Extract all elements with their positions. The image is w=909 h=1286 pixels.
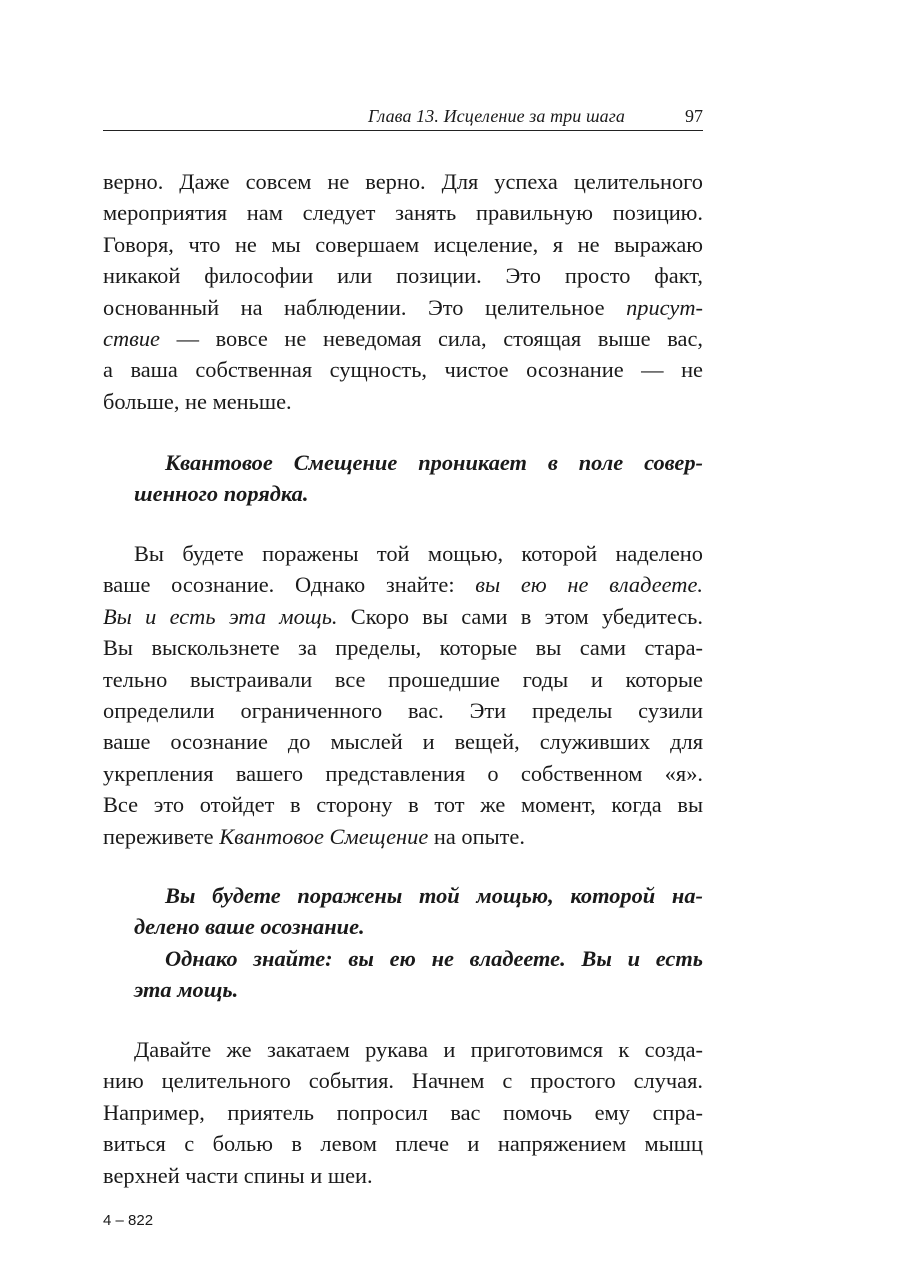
italic-run: вы ею не владеете. <box>475 572 703 598</box>
text-line <box>103 601 703 632</box>
text-line: определили ограниченного вас. Эти пределы сузили <box>103 698 703 724</box>
text-line: тельно выстраивали все прошедшие годы и которые <box>103 666 703 692</box>
text-run: — вовсе не неведомая сила, стоящая выше вас, <box>159 326 703 352</box>
quote-line: Вы будете поражены той мощью, которой на- <box>165 883 703 908</box>
quote-line: Квантовое Смещение проникает в поле совер- <box>165 450 703 475</box>
text-line: верхней части спины и шеи. <box>103 1162 373 1188</box>
text-line: верно. Даже совсем не верно. Для успеха целительного <box>103 169 703 194</box>
text-run: Скоро вы сами в этом убедитесь. <box>337 603 703 629</box>
text-run: на опыте. <box>428 823 525 849</box>
quote-line: шенного порядка. <box>134 481 309 507</box>
text-line: больше, не меньше. <box>103 388 292 414</box>
text-line: нию целительного события. Начнем с простого случая. <box>103 1068 703 1094</box>
italic-run: Вы и есть эта мощь. <box>103 603 338 629</box>
text-line: Все это отойдет в сторону в тот же момент, когда вы <box>103 792 703 818</box>
text-line: мероприятия нам следует занять правильную позицию. <box>103 200 703 226</box>
paragraph-3 <box>103 1034 703 1191</box>
text-line: никакой философии или позиции. Это просто факт, <box>103 263 703 289</box>
chapter-title: Глава 13. Исцеление за три шага <box>368 106 625 126</box>
italic-run: присут- <box>626 294 703 320</box>
text-run: основанный на наблюдении. Это целительное <box>103 294 627 320</box>
quote-line: эта мощь. <box>134 977 239 1003</box>
quote-line: Однако знайте: вы ею не владеете. Вы и есть <box>165 945 703 971</box>
printer-signature-mark: 4 – 822 <box>103 1212 154 1229</box>
text-line: Давайте же закатаем рукава и приготовимся к созда- <box>134 1037 703 1062</box>
text-line: Вы выскользнете за пределы, которые вы сами стара- <box>103 635 703 661</box>
text-run: переживете <box>103 823 220 849</box>
text-line: ваше осознание до мыслей и вещей, служивших для <box>103 729 703 755</box>
running-header <box>103 104 703 131</box>
text-line <box>103 292 703 323</box>
text-line: Например, приятель попросил вас помочь ему спра- <box>103 1099 703 1125</box>
text-line: Вы будете поражены той мощью, которой наделено <box>134 541 703 566</box>
quote-2 <box>134 880 703 1006</box>
quote-1 <box>134 447 703 510</box>
text-line: а ваша собственная сущность, чистое осознание — не <box>103 357 703 383</box>
paragraph-1 <box>103 166 703 417</box>
text-line: укрепления вашего представления о собственном «я». <box>103 760 703 786</box>
text-line <box>103 569 703 600</box>
text-line <box>103 821 703 852</box>
text-run: ваше осознание. Однако знайте: <box>103 572 476 598</box>
page-number: 97 <box>685 106 703 126</box>
text-line: виться с болью в левом плече и напряжением мышц <box>103 1131 703 1157</box>
text-line: Говоря, что не мы совершаем исцеление, я не выражаю <box>103 231 703 257</box>
quote-line: делено ваше осознание. <box>134 914 365 940</box>
italic-run: Квантовое Смещение <box>219 823 429 849</box>
paragraph-2 <box>103 538 703 852</box>
text-line <box>103 323 703 354</box>
italic-run: ствие <box>103 326 160 352</box>
